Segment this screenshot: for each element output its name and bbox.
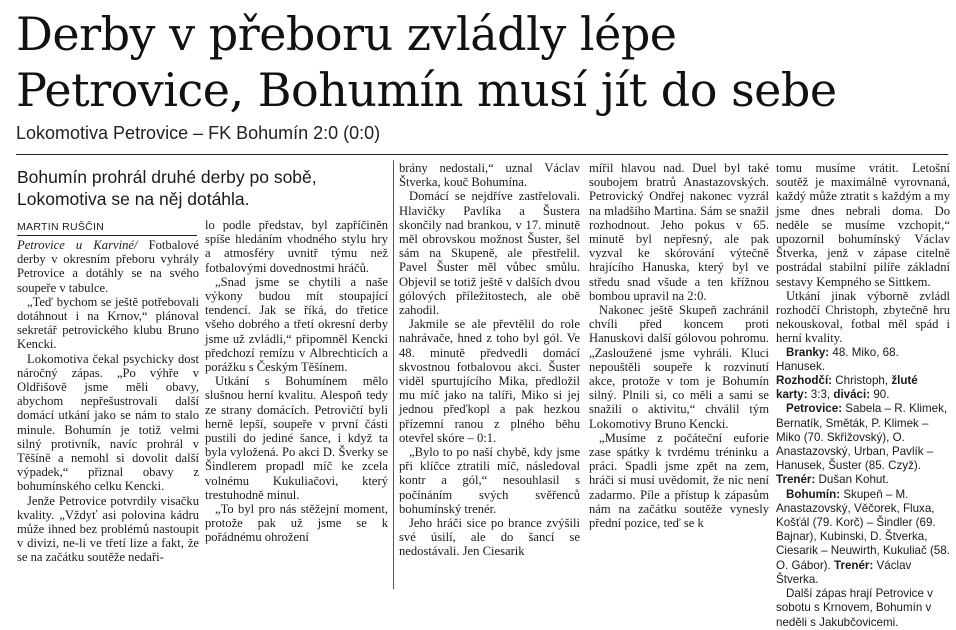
article-column-5 xyxy=(776,161,950,629)
next-match-note: Další zápas hrají Petrovice v sobotu s Krnovem, Bohumín v neděli s Jakubčovicemi. xyxy=(776,587,933,629)
paragraph: „Teď bychom se ještě potřebovali dotáhnout i na Krnov,“ plánoval sekretář petrovického klubu Bruno Kencki. xyxy=(17,294,199,352)
lead-paragraph xyxy=(17,166,387,210)
paragraph: lo podle představ, byl zapříčiněn spíše hledáním vhodného stylu hry a atmosféry uvnitř týmu než fotbalovými dovednostmi hráčů. xyxy=(205,218,388,275)
paragraph: „To byl pro nás stěžejní moment, protože pak už jsme se k pořádnému ohrožení xyxy=(205,502,388,545)
paragraph: Utkání jinak výborně zvládl rozhodčí Christoph, zbytečně hru nekouskoval, fotbal měl spád i herní kvality. xyxy=(776,288,950,346)
paragraph: Jakmile se ale převtělil do role nahrávače, hned z toho byl gól. Ve 48. minutě předvedli domácí skvostnou fotbalovou akci. Šuster viděl spurtujícího Mika, předložil mu míč jako na talíři, Miko si jej jednou přeďkopl a pak hezkou přízemní ranou z plného běhu otevřel skóre – 0:1. xyxy=(399,317,580,445)
dateline: Petrovice u Karviné/ xyxy=(17,238,138,252)
paragraph: „Snad jsme se chytili a naše výkony budou mít stoupající tendencí. Jak se říká, do třetice všeho dobrého a třetí okresní derby jsme už zvládli,“ připomněl Kencki předchozí remízu v Albrechticích a porážku s Českým Těšínem. xyxy=(205,274,388,375)
paragraph: Jeho hráči sice po brance zvýšili své úsilí, ale do šancí se nedostávali. Jen Ciesarik xyxy=(399,516,580,559)
petrovice-lineup: Petrovice: Sabela – R. Klimek, Bernatík, Směták, P. Klimek – Miko (70. Skřižovský), O. Anastazovský, Urban, Pavlík – Hanusek, Šuster (85. Czyž). Trenér: Dušan Kohut. xyxy=(776,402,948,487)
paragraph: mířil hlavou nad. Duel byl také soubojem bratrů Anastazovských. Petrovický Ondřej nakonec vyzrál na mladšího Martina. Sám se snažil rozhodnout. Jeho pokus v 65. minutě byl nepřesný, ale pak vyzval ke skórování výtečně hrajícího Hanuska, který byl ve středu snad všude a ten křížnou bombou upravil na 2:0. xyxy=(589,161,769,303)
lead-line-2: Lokomotiva se na něj dotáhla. xyxy=(17,189,250,209)
paragraph: Utkání s Bohumínem mělo slušnou herní kvalitu. Alespoň tedy ze strany domácích. Petrovičtí byli herně lepší, soupeře v první části pustili do jediné šance, i když ta byla vyložená. Po akci D. Šverky se Šindlerem propadl míč ke zcela volnému Kukuliačovi, který trestuhodně minul. xyxy=(205,374,388,502)
article-column-4 xyxy=(589,161,769,589)
headline-line-2: Petrovice, Bohumín musí jít do sebe xyxy=(16,63,837,117)
paragraph: „Bylo to po naší chybě, kdy jsme při klíčce ztratili míč, následoval kontr a gól,“ nesouhlasil s počínáním svých svěřenců bohumínský trenér. xyxy=(399,445,580,516)
bohumin-lineup: Bohumín: Skupeň – M. Anastazovský, Věčorek, Fluxa, Košťál (79. Korč) – Šindler (69. Bajnar), Kubinski, D. Štverka, Ciesarik – Neuwirth, Kukuliač (58. O. Gábor). Trenér: Václav Štverka. xyxy=(776,487,950,586)
article-column-3 xyxy=(399,161,580,589)
lead-line-1: Bohumín prohrál druhé derby po sobě, xyxy=(17,167,317,187)
article-column-1 xyxy=(17,238,199,589)
match-subtitle: Lokomotiva Petrovice – FK Bohumín 2:0 (0:0) xyxy=(16,123,381,143)
paragraph: „Musíme z počáteční euforie zase spátky k tvrdému tréninku a práci. Spadli jsme zpět na zem, hráči si musí uvědomit, že nic není zadarmo. Píle a přístup k zápasům nám na začátku soutěže vynesly přední pozice, teď se k xyxy=(589,430,769,531)
paragraph: Jenže Petrovice potvrdily visačku kvality. „Vždyť asi polovina kádru může ihned bez problémů nastoupit v divizi, ne-li ve třetí lize a fakt, že se na začátku soutěže nedaři- xyxy=(17,493,199,565)
goals-line: Branky: 48. Miko, 68. Hanusek. xyxy=(776,345,899,373)
divider xyxy=(16,154,948,155)
column-rule xyxy=(393,160,394,589)
paragraph: Lokomotiva čekal psychicky dost náročný zápas. „Po výhře v Oldřišově jsme měli obavy, abychom nepřešustrovali další domácí utkání jako se nám to stalo minule. Bohumín je totiž velmi silný protivník, navíc prohrál v Těšíně a nemohl si dovolit další výpadek,“ přiznal obavy z bohumínského celku Kencki. xyxy=(17,351,199,494)
referee-line: Rozhodčí: Christoph, žluté karty: 3:3, diváci: 90. xyxy=(776,374,918,402)
paragraph: Petrovice u Karviné/ Fotbalové derby v okresním přeboru vyhrály Petrovice a dotáhly se na svého soupeře v tabulce. xyxy=(17,238,199,295)
article-column-2 xyxy=(205,218,388,589)
paragraph: brány nedostali,“ uznal Václav Štverka, kouč Bohumína. xyxy=(399,161,580,190)
paragraph: Domácí se nejdříve zastřelovali. Hlavičky Pavlíka a Šustera skončily nad brankou, v 17. minutě měl obrovskou možnost Šuster, šel sám na Skupeně, ale přestřelil. Pavel Šuster měl vůbec smůlu. Objevil se totiž ještě v dalších dvou gólových příležitostech, ale obě zahodil. xyxy=(399,189,580,318)
byline: MARTIN RUŠČIN xyxy=(17,221,197,236)
paragraph: tomu musíme vrátit. Letošní soutěž je maximálně vyrovnaná, každý může ztratit s každým a my jsme dnes nebrali doma. Do neděle se musíme vzchopit,“ upozornil bohumínský Václav Štverka, jenž v zápase citelně postrádal stabilní pilíře základní sestavy Kempného se Sittkem. xyxy=(776,161,950,289)
headline-line-1: Derby v přeboru zvládly lépe xyxy=(16,7,677,61)
headline xyxy=(16,6,946,118)
paragraph: Nakonec ještě Skupeň zachránil chvíli před koncem proti Hanuskovi další gólovou pohromu. „Zasloužené jsme vyhráli. Kluci nepouštěli soupeře k rozvinutí akce, protože v tom je Bohumín silný. Plnili si, co měli a sami se snažili o aktivitu,“ chválil tým Lokomotivy Bruno Kencki. xyxy=(589,303,769,431)
